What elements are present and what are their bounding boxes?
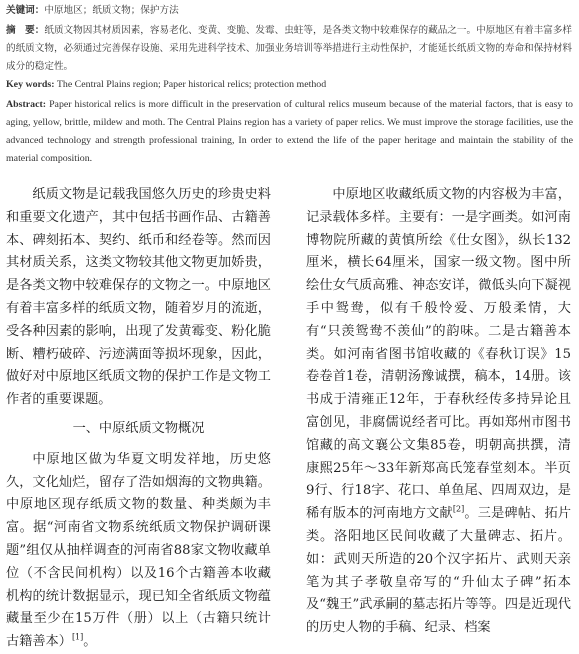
overview-paragraph xyxy=(6,449,271,654)
overview-text: 中原地区做为华夏文明发祥地，历史悠久，文化灿烂，留存了浩如烟海的文物典籍。中原地区现存纸质文物的数量、种类颇为丰富。据“河南省文物系统纸质文物保护调研课题”组仅从抽样调查的河南省88家文物收藏单位（不含民间机构）以及16个古籍善本收藏机构的统计数据显示，现已知全省纸质文物蕴藏量至少在15万件（册）以上（古籍只统计古籍善本） xyxy=(6,451,271,650)
abstract-en-text: Paper historical relics is more difficult in the preservation of cultural relics museum because of the material factors, that is easy to aging, yellow, brittle, mildew and moth. The Central Plains region has a variety of paper relics. We must improve the storage facilities, use the advanced technology and strength professional training, In order to extend the life of the paper heritage and maintain the stability of the material composition. xyxy=(6,99,573,164)
abstract-cn-label: 摘 要： xyxy=(6,25,45,36)
left-column xyxy=(6,184,271,654)
abstract-cn-text: 纸质文物因其材质因素，容易老化、变黄、变脆、发霉、虫蛀等，是各类文物中较难保存的藏品之一。中原地区有着丰富多样的纸质文物，必须通过完善保存设施、采用先进科学技术、加强业务培训等举措进行主动性保护，才能延长纸质文物的寿命和保持材料成分的稳定性。 xyxy=(6,25,573,72)
keywords-en-label: Key words: xyxy=(6,79,55,90)
intro-paragraph: 纸质文物是记载我国悠久历史的珍贵史料和重要文化遗产，其中包括书画作品、古籍善本、碑刻拓本、契约、纸币和经卷等。然而因其材质关系，这类文物较其他文物更加娇贵，是各类文物中较难保存的文物之一。中原地区有着丰富多样的纸质文物，随着岁月的流逝，受各种因素的影响，出现了发黄霉变、粉化脆断、糟朽破碎、污迹满面等损坏现象，因此，做好对中原地区纸质文物的保护工作是文物工作者的重要课题。 xyxy=(6,187,271,408)
keywords-cn-text: 中原地区；纸质文物；保护方法 xyxy=(44,5,179,16)
citation-2: [2] xyxy=(452,504,465,514)
keywords-cn-label: 关键词： xyxy=(6,5,45,16)
abstract-cn xyxy=(6,22,573,76)
keywords-cn xyxy=(6,2,573,20)
right-column xyxy=(306,184,571,640)
collection-text-b: 。三是碑帖、拓片类。洛阳地区民间收藏了大量碑志、拓片。如：武则天所造的20个汉字拓片、武则天亲笔为其子孝敬皇帝写的“升仙太子碑”拓本及“魏王”武承嗣的墓志拓片等等。四是近现代的历史人物的手稿、纪录、档案 xyxy=(306,506,572,636)
citation-1: [1] xyxy=(71,632,84,642)
collection-text-a: 中原地区收藏纸质文物的内容极为丰富，记录载体多样。主要有：一是字画类。如河南博物院所藏的黄慎所绘《仕女图》，纵长132厘米，横长64厘米，国家一级文物。图中所绘仕女气质高雅、神态安详，微低头向下凝视手中鸳鸯，似有千般怜爱、万般柔情，大有“只羡鸳鸯不羡仙”的韵味。二是古籍善本类。如河南省图书馆收藏的《春秋订误》15卷卷首1卷，清朝汤豫诚撰，稿本，14册。该书成于清雍正12年，于春秋经传多持异论且富创见，非腐儒说经者可比。再如郑州市图书馆藏的高文襄公文集85卷，明朝高拱撰，清康熙25年～33年新郑高氏笼春堂刻本。半页9行、行18字、花口、单鱼尾、四周双边，是稀有版本的河南地方文献 xyxy=(306,187,571,522)
section-heading: 一、中原纸质文物概况 xyxy=(72,420,205,436)
overview-end: 。 xyxy=(83,634,97,650)
keywords-en-text: The Central Plains region; Paper historical relics; protection method xyxy=(56,79,327,90)
abstract-en-label: Abstract: xyxy=(6,99,47,110)
abstract-en xyxy=(6,96,573,168)
collection-paragraph xyxy=(306,184,571,640)
keywords-en xyxy=(6,76,573,94)
